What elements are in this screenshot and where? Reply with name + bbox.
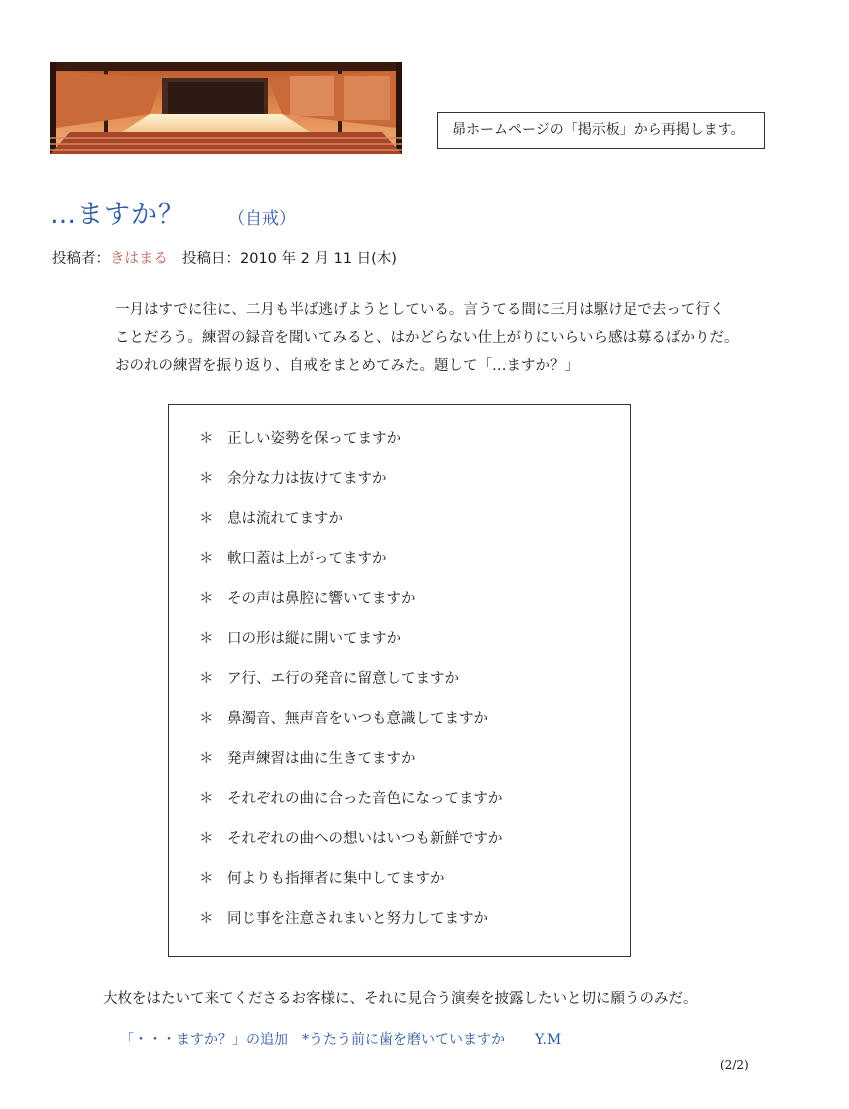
checklist-item xyxy=(199,587,630,627)
checklist-item-text: 余分な力は抜けてますか xyxy=(227,471,387,487)
intro-line: おのれの練習を振り返り、自戒をまとめてみた。題して「…ますか？」 xyxy=(115,358,579,374)
intro-line: ことだろう。練習の録音を聞いてみると、はかどらない仕上がりにいらいら感は募るばかりだ。 xyxy=(115,330,739,346)
checklist-item-text: 鼻濁音、無声音をいつも意識してますか xyxy=(227,711,488,727)
checklist-item xyxy=(199,547,630,587)
checklist-item-text: 口の形は縦に開いてますか xyxy=(227,631,401,647)
checklist-item-text: それぞれの曲に合った音色になってますか xyxy=(227,791,503,807)
asterisk-bullet: ＊ xyxy=(199,831,214,847)
checklist-item xyxy=(199,867,630,907)
checklist-item xyxy=(199,667,630,707)
checklist-item-text: 息は流れてますか xyxy=(227,511,343,527)
asterisk-bullet: ＊ xyxy=(199,911,214,927)
asterisk-bullet: ＊ xyxy=(199,431,214,447)
checklist-item xyxy=(199,707,630,747)
checklist-item-text: 軟口蓋は上がってますか xyxy=(227,551,387,567)
post-meta xyxy=(52,247,397,268)
checklist-item xyxy=(199,467,630,507)
asterisk-bullet: ＊ xyxy=(199,591,214,607)
checklist-item xyxy=(199,507,630,547)
author-name: きはまる xyxy=(110,251,168,267)
asterisk-bullet: ＊ xyxy=(199,511,214,527)
intro-paragraph xyxy=(115,296,775,380)
page-number: (2/2) xyxy=(720,1058,749,1072)
author-label: 投稿者： xyxy=(52,251,110,267)
addition-item: *うたう前に歯を磨いていますか xyxy=(302,1032,505,1048)
closing-sentence: 大枚をはたいて来てくださるお客様に、それに見合う演奏を披露したいと切に願うのみだ。 xyxy=(103,991,698,1007)
addition-note xyxy=(120,1029,561,1049)
checklist-item-text: 何よりも指揮者に集中してますか xyxy=(227,871,445,887)
asterisk-bullet: ＊ xyxy=(199,471,214,487)
asterisk-bullet: ＊ xyxy=(199,671,214,687)
checklist-item xyxy=(199,827,630,867)
checklist-item-text: それぞれの曲への想いはいつも新鮮ですか xyxy=(227,831,503,847)
post-title: …ますか？ xyxy=(50,200,186,230)
addition-initials: Y.M xyxy=(535,1032,562,1048)
checklist-item-text: 発声練習は曲に生きてますか xyxy=(227,751,416,767)
repost-note-box xyxy=(437,112,765,149)
checklist-item xyxy=(199,627,630,667)
asterisk-bullet: ＊ xyxy=(199,791,214,807)
checklist-item-text: 正しい姿勢を保ってますか xyxy=(227,431,401,447)
checklist-item-text: ア行、エ行の発音に留意してますか xyxy=(227,671,459,687)
asterisk-bullet: ＊ xyxy=(199,551,214,567)
checklist-item xyxy=(199,907,630,947)
post-subtitle: （自戒） xyxy=(228,209,296,229)
date-label: 投稿日： xyxy=(182,251,240,267)
asterisk-bullet: ＊ xyxy=(199,631,214,647)
checklist-item-text: 同じ事を注意されまいと努力してますか xyxy=(227,911,488,927)
repost-note: 昴ホームページの「掲示板」から再掲します。 xyxy=(452,122,745,138)
intro-line: 一月はすでに往に、二月も半ば逃げようとしている。言うてる間に三月は駆け足で去って行く xyxy=(115,302,725,318)
checklist-item-text: その声は鼻腔に響いてますか xyxy=(227,591,416,607)
checklist xyxy=(169,405,630,947)
addition-label: 「・・・ますか？」の追加 xyxy=(120,1032,288,1048)
checklist-item xyxy=(199,747,630,787)
post-date: 2010 年 2 月 11 日(木) xyxy=(240,251,397,267)
concert-hall-photo xyxy=(50,62,402,154)
asterisk-bullet: ＊ xyxy=(199,751,214,767)
checklist-item xyxy=(199,427,630,467)
asterisk-bullet: ＊ xyxy=(199,711,214,727)
checklist-item xyxy=(199,787,630,827)
checklist-box xyxy=(168,404,631,957)
asterisk-bullet: ＊ xyxy=(199,871,214,887)
